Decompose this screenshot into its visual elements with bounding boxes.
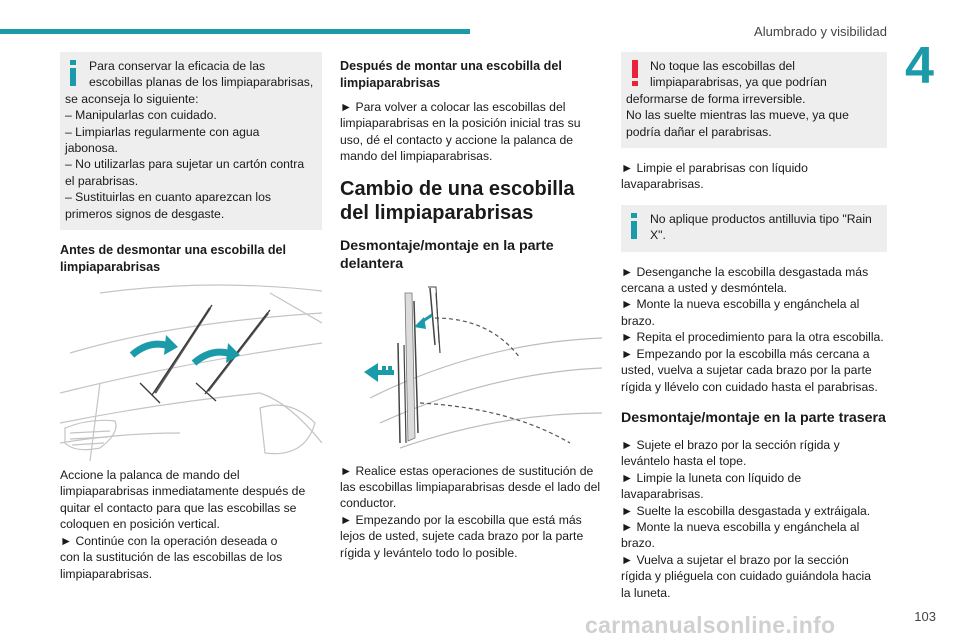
- info-box: [60, 52, 322, 230]
- body-line: quitar el contacto para que las escobillas se: [60, 500, 297, 515]
- warning-line: limpiaparabrisas, ya que podrían: [650, 75, 827, 90]
- info-box-text: [65, 58, 316, 222]
- body-line: conductor.: [340, 496, 397, 511]
- body-text: [621, 437, 887, 601]
- body-line: con la sustitución de las escobillas de los: [60, 550, 283, 565]
- body-line: ► Empezando por la escobilla más cercana a: [621, 346, 870, 361]
- info-box: [621, 205, 887, 252]
- body-line: ► Repita el procedimiento para la otra escobilla.: [621, 330, 884, 345]
- body-text: [621, 160, 887, 193]
- main-heading: Cambio de una escobilla del limpiaparabrisas: [340, 177, 575, 224]
- info-box-line: se aconseja lo siguiente:: [65, 91, 199, 106]
- header-accent-bar: [0, 29, 470, 34]
- warning-box-text: [626, 58, 881, 140]
- column-middle: [340, 58, 602, 561]
- body-line: cercana a usted y desmóntela.: [621, 281, 787, 296]
- body-line: limpiaparabrisas.: [60, 566, 153, 581]
- warning-line: deformarse de forma irreversible.: [626, 91, 806, 106]
- body-text: [340, 463, 602, 561]
- body-line: ► Continúe con la operación deseada o: [60, 533, 278, 548]
- info-box-line: – Manipularlas con cuidado.: [65, 108, 217, 123]
- front-wiper-drawing: [340, 283, 602, 453]
- body-line: coloquen en posición vertical.: [60, 517, 220, 532]
- body-line: lejos de usted, sujete cada brazo por la parte: [340, 529, 584, 544]
- body-line: uso, dé el contacto y accione la palanca de: [340, 132, 574, 147]
- body-line: ► Empezando por la escobilla que está más: [340, 512, 582, 527]
- warning-box: [621, 52, 887, 148]
- body-text: [621, 264, 887, 395]
- body-line: ► Monte la nueva escobilla y engánchela al: [621, 297, 860, 312]
- body-line: limpiaparabrisas en la posición inicial tras su: [340, 116, 581, 131]
- body-line: ► Para volver a colocar las escobillas del: [340, 100, 566, 114]
- body-line: ► Limpie el parabrisas con líquido: [621, 161, 808, 176]
- info-box-line: Para conservar la eficacia de las: [89, 59, 266, 73]
- body-line: levántelo hasta el tope.: [621, 454, 747, 469]
- body-line: brazo.: [621, 313, 655, 328]
- chapter-number: 4: [905, 37, 934, 95]
- body-line: usted, vuelva a sujetar cada brazo por la parte: [621, 363, 872, 378]
- section-heading: Después de montar una escobilla del limpiaparabrisas: [340, 59, 562, 90]
- section-heading: Antes de desmontar una escobilla del limpiaparabrisas: [60, 243, 287, 274]
- watermark: carmanualsonline.info: [585, 612, 836, 638]
- info-box-line: – No utilizarlas para sujetar un cartón contra: [65, 157, 305, 172]
- body-line: rígida y llévelo con cuidado hasta el parabrisas.: [621, 379, 878, 394]
- warning-exclamation-icon: [626, 58, 646, 88]
- body-line: ► Desenganche la escobilla desgastada más: [621, 264, 869, 279]
- column-left: [60, 52, 322, 582]
- sub-heading: Desmontaje/montaje en la parte trasera: [621, 409, 886, 426]
- warning-line: podría dañar el parabrisas.: [626, 124, 772, 139]
- info-icon: [626, 211, 646, 241]
- body-line: la luneta.: [621, 585, 671, 600]
- wiper-raise-illustration: [60, 283, 322, 461]
- info-box-line: – Sustituirlas en cuanto aparezcan los: [65, 190, 271, 205]
- body-line: lavaparabrisas.: [621, 177, 704, 192]
- body-line: ► Realice estas operaciones de sustitución de: [340, 463, 594, 478]
- info-box-line: el parabrisas.: [65, 173, 139, 188]
- body-line: rígida y levántelo todo lo posible.: [340, 545, 518, 560]
- front-wiper-illustration: [340, 283, 602, 453]
- body-text: [60, 467, 322, 582]
- info-box-text: [626, 211, 881, 244]
- body-line: rígida y pliéguela con cuidado guiándola hacia: [621, 569, 872, 584]
- column-right: [621, 52, 887, 601]
- info-box-line: jabonosa.: [65, 141, 118, 156]
- info-box-line: No aplique productos antilluvia tipo "Rain: [650, 211, 872, 226]
- warning-line: No toque las escobillas del: [650, 59, 795, 73]
- page-number: 103: [914, 609, 936, 624]
- body-line: lavaparabrisas.: [621, 487, 704, 502]
- body-line: ► Vuelva a sujetar el brazo por la sección: [621, 552, 849, 567]
- body-line: ► Limpie la luneta con líquido de: [621, 470, 802, 485]
- car-windshield-drawing: [60, 283, 322, 461]
- info-box-line: escobillas planas de los limpiaparabrisas,: [89, 75, 314, 90]
- body-line: mando del limpiaparabrisas.: [340, 149, 493, 164]
- body-line: ► Suelte la escobilla desgastada y extráigala.: [621, 503, 871, 518]
- info-box-line: X".: [650, 228, 666, 243]
- body-line: las escobillas limpiaparabrisas desde el lado del: [340, 480, 601, 495]
- body-line: ► Monte la nueva escobilla y engánchela al: [621, 519, 860, 534]
- info-box-line: primeros signos de desgaste.: [65, 206, 225, 221]
- info-box-line: – Limpiarlas regularmente con agua: [65, 124, 260, 139]
- body-line: Accione la palanca de mando del: [60, 468, 240, 483]
- body-line: ► Sujete el brazo por la sección rígida y: [621, 437, 840, 452]
- body-line: limpiaparabrisas inmediatamente después de: [60, 484, 306, 499]
- lift-arrow: [132, 344, 166, 355]
- warning-line: No las suelte mientras las mueve, ya que: [626, 108, 849, 123]
- section-title: Alumbrado y visibilidad: [754, 24, 887, 39]
- body-line: brazo.: [621, 536, 655, 551]
- info-icon: [65, 58, 85, 88]
- body-text: [340, 99, 602, 165]
- sub-heading: Desmontaje/montaje en la parte delantera: [340, 237, 554, 272]
